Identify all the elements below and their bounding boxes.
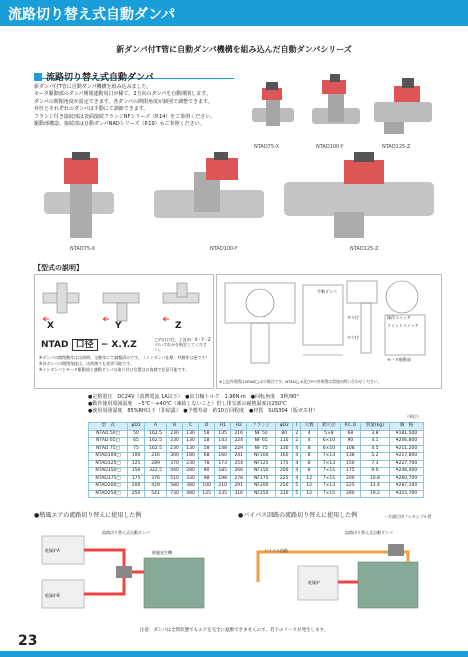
table-cell: 230 xyxy=(167,430,183,438)
table-cell: 125 xyxy=(199,490,215,498)
table-cell: 224 xyxy=(231,438,247,446)
table-cell: 130 xyxy=(183,438,199,446)
product-image-ntad100y-small xyxy=(312,74,360,124)
table-row xyxy=(89,445,424,453)
table-cell: 216 xyxy=(231,430,247,438)
table-cell: 230 xyxy=(167,445,183,453)
table-header-cell: 質量(kg) xyxy=(360,423,389,431)
table-cell: 180 xyxy=(183,453,199,461)
table-cell: 8 xyxy=(301,445,318,453)
table-row xyxy=(89,483,424,491)
table-cell: NF 50 xyxy=(247,430,276,438)
application-diagram-1 xyxy=(34,522,230,622)
table-cell: NTAD125□ xyxy=(89,460,128,468)
application-diagram-2 xyxy=(238,522,434,622)
page-header xyxy=(0,0,468,26)
app1-label: 乾燥炉B xyxy=(45,593,60,598)
type-y-diagram xyxy=(103,293,139,321)
table-cell: 98 xyxy=(199,475,215,483)
table-cell: 135 xyxy=(215,430,231,438)
table-row xyxy=(89,460,424,468)
spec-table xyxy=(88,422,424,498)
table-cell: NTAD 65□ xyxy=(89,438,128,446)
table-cell: 12 xyxy=(301,483,318,491)
table-cell: 440 xyxy=(167,468,183,476)
table-row xyxy=(89,475,424,483)
table-cell: 150 xyxy=(340,460,360,468)
drawing-label: リミットスイッチ xyxy=(387,323,419,328)
table-cell: 7×13 xyxy=(317,483,340,491)
type-notes xyxy=(39,355,211,373)
table-unit: （単位） xyxy=(405,414,421,419)
table-cell: 175 xyxy=(340,468,360,476)
table-cell: 175 xyxy=(276,460,293,468)
table-cell: 250 xyxy=(128,490,145,498)
table-cell: 108 xyxy=(340,445,360,453)
table-cell: 730 xyxy=(167,490,183,498)
table-cell: 138 xyxy=(340,453,360,461)
intro-line: 駆動部構造、接続部は自動ダンパNADシリーズ（P.19）もご参照ください。 xyxy=(34,121,205,128)
spec-list xyxy=(88,394,418,415)
table-header-cell: C xyxy=(183,423,199,431)
table-cell: 65 xyxy=(128,438,145,446)
table-cell: 370 xyxy=(167,460,183,468)
product-photos-small xyxy=(244,70,444,142)
table-cell: 7×13 xyxy=(317,460,340,468)
table-cell: 376 xyxy=(145,475,167,483)
product-image-ntad75x-small xyxy=(252,82,294,126)
table-cell: 2 xyxy=(293,430,301,438)
table-cell: 3.8 xyxy=(360,430,389,438)
table-cell: NF 75 xyxy=(247,445,276,453)
table-cell: 580 xyxy=(167,483,183,491)
table-cell: 2 xyxy=(293,438,301,446)
table-cell: 50 xyxy=(128,430,145,438)
table-cell: 289 xyxy=(145,460,167,468)
section-title: 流路切り替え式自動ダンパ xyxy=(46,73,154,83)
table-cell: 7×15 xyxy=(317,490,340,498)
type-section-title: 【型式の説明】 xyxy=(34,264,83,272)
product-image-ntad125z-large xyxy=(284,152,434,238)
drawing-footnote: ※上記外形図はNTAD□-Zの場合です。NTAD□-X及びYの外形図は別途お問い合わせください。 xyxy=(219,379,382,384)
app2-label: 一方通行用フレキシブル管 xyxy=(384,514,432,519)
table-header-cell: I xyxy=(293,423,301,431)
table-cell: 429 xyxy=(145,483,167,491)
table-header-cell: フランジ xyxy=(247,423,276,431)
table-header-cell: P.C.D xyxy=(340,423,360,431)
page-footer-bar xyxy=(0,651,468,657)
table-cell: ¥211,200 xyxy=(389,445,423,453)
table-cell: NF100 xyxy=(247,453,276,461)
photo-label: NTAD100-Y xyxy=(316,144,344,150)
table-cell: 78 xyxy=(199,460,215,468)
table-cell: 4.1 xyxy=(360,438,389,446)
product-image-ntad100y-large xyxy=(154,152,264,218)
table-row xyxy=(89,468,424,476)
table-cell: 8 xyxy=(301,453,318,461)
flow-arrow-icon xyxy=(103,317,109,321)
table-cell: 13.4 xyxy=(360,483,389,491)
table-cell: 6×10 xyxy=(317,438,340,446)
table-header-cell: A xyxy=(145,423,167,431)
table-header-cell: H1 xyxy=(215,423,231,431)
table-cell: 510 xyxy=(167,475,183,483)
table-cell: 175 xyxy=(128,475,145,483)
table-cell: ¥181,500 xyxy=(389,430,423,438)
app2-label: 流路切り替え式自動ダンパ xyxy=(345,530,393,535)
table-cell: 216 xyxy=(145,453,167,461)
table-cell: 200 xyxy=(340,475,360,483)
table-cell: 160 xyxy=(276,453,293,461)
table-cell: NTAD175□ xyxy=(89,475,128,483)
table-cell: 162.5 xyxy=(145,430,167,438)
table-cell: 68 xyxy=(340,430,360,438)
photo-label: NTAD75-X xyxy=(254,144,280,150)
table-cell: ¥206,800 xyxy=(389,438,423,446)
table-cell: 4 xyxy=(293,468,301,476)
page-subtitle: 新ダンパ付T管に自動ダンパ機構を組み込んだ自動ダンパシリーズ xyxy=(116,45,352,54)
table-cell: 58 xyxy=(199,438,215,446)
type-note: ※各ダンパの開閉角度は、出荷後でも変更可能です。 xyxy=(39,361,134,366)
photo-label: NTAD125-Z xyxy=(350,246,379,252)
table-row xyxy=(89,453,424,461)
model-code-note: □内は口径、上流向：X・Y・Zのいずれかを指定してください。 xyxy=(155,337,211,352)
table-cell: 173 xyxy=(215,460,231,468)
intro-text xyxy=(34,84,239,128)
app1-label: 流路切り替え式自動ダンパ xyxy=(102,530,150,535)
photo-label: NTAD75-X xyxy=(70,246,96,252)
table-cell: 4 xyxy=(293,475,301,483)
table-cell: 75 xyxy=(128,445,145,453)
product-image-ntad125z-small xyxy=(374,78,432,134)
table-cell: ¥315,700 xyxy=(389,490,423,498)
page-number: 23 xyxy=(18,633,38,649)
type-label-z: Z xyxy=(175,321,182,331)
type-note: ※インダンパとモータ駆動部と連動ダンパの取り付け位置はお客様で任意可能です。 xyxy=(39,367,190,372)
table-cell: 58 xyxy=(199,445,215,453)
page-title: 流路切り替え式自動ダンパ xyxy=(8,7,176,23)
table-cell: NTAD 75□ xyxy=(89,445,128,453)
table-cell: ¥260,700 xyxy=(389,475,423,483)
model-code-suffix: X.Y.Z xyxy=(111,340,137,350)
table-cell: 278 xyxy=(231,475,247,483)
section-square-icon xyxy=(34,73,42,81)
table-cell: 160 xyxy=(215,453,231,461)
application-caption-2: ●バイパス回路の流路切り替えに使用した例 xyxy=(238,512,358,519)
table-cell: 200 xyxy=(276,468,293,476)
table-cell: 7×15 xyxy=(317,468,340,476)
table-cell: 100 xyxy=(128,453,145,461)
table-cell: 4.5 xyxy=(360,445,389,453)
type-x-diagram xyxy=(43,283,79,313)
product-image-ntad75x-large xyxy=(44,152,114,238)
table-cell: 7×13 xyxy=(317,453,340,461)
table-cell: ¥246,400 xyxy=(389,468,423,476)
table-header-cell: φD2 xyxy=(276,423,293,431)
type-diagrams xyxy=(35,279,213,331)
spec-line: ●使用周囲湿度 85%RH以下（非結露） ●予想寿命 約10万回程度 ●材質 SUS304（版ガス材） xyxy=(88,408,318,414)
table-cell: 90 xyxy=(340,438,360,446)
table-cell: NTAD100□ xyxy=(89,453,128,461)
table-cell: ¥217,800 xyxy=(389,453,423,461)
table-cell: 5.2 xyxy=(360,453,389,461)
table-cell: NTAD250□ xyxy=(89,490,128,498)
table-header-row xyxy=(89,423,424,431)
table-cell: NTAD200□ xyxy=(89,483,128,491)
table-cell: 225 xyxy=(276,475,293,483)
table-cell: NTAD150□ xyxy=(89,468,128,476)
table-cell: 12 xyxy=(301,490,318,498)
table-cell: 110 xyxy=(276,438,293,446)
product-photos-large xyxy=(34,152,444,244)
table-header-cell: 穴数 xyxy=(301,423,318,431)
table-cell: 12 xyxy=(301,475,318,483)
intro-line: ダンパの開閉角度が設定できます。各ダンパの開閉角度が個別で調整できます。 xyxy=(34,98,213,105)
table-header-cell: D xyxy=(199,423,215,431)
table-cell: 266 xyxy=(231,468,247,476)
table-cell: 80 xyxy=(276,430,293,438)
model-code xyxy=(41,337,137,350)
table-cell: 4 xyxy=(301,430,318,438)
table-cell: 125 xyxy=(128,460,145,468)
drawing-label: 操作スイッチ xyxy=(387,315,411,320)
table-cell: 4 xyxy=(293,460,301,468)
table-cell: 19.2 xyxy=(360,490,389,498)
model-code-dash: − xyxy=(100,340,109,350)
table-cell: 100 xyxy=(199,483,215,491)
table-cell: 230 xyxy=(167,438,183,446)
type-label-x: X xyxy=(47,321,54,331)
table-cell: 280 xyxy=(340,490,360,498)
table-header-cell: B xyxy=(167,423,183,431)
table-cell: 162.5 xyxy=(145,438,167,446)
app2-label: 乾燥炉 xyxy=(308,580,320,585)
table-cell: 310 xyxy=(276,490,293,498)
table-cell: 6×10 xyxy=(317,445,340,453)
app2-label: バイパス回路 xyxy=(264,548,288,553)
table-row xyxy=(89,438,424,446)
drawing-label: ギヤ付 xyxy=(347,315,359,320)
table-cell: 225 xyxy=(340,483,360,491)
application-caption-1: ●熱風エアの流路切り替えに使用した例 xyxy=(34,512,142,519)
table-cell: NF250 xyxy=(247,490,276,498)
table-cell: 4 xyxy=(293,445,301,453)
intro-line: 弁径とそれぞれのダンパは手動にて調節できます。 xyxy=(34,106,149,113)
type-z-diagram xyxy=(163,283,199,303)
table-header-cell: H2 xyxy=(231,423,247,431)
table-cell: 8 xyxy=(301,468,318,476)
photo-label: NTAD100-Y xyxy=(210,246,238,252)
table-cell: 210 xyxy=(215,483,231,491)
app1-label: 熱風発生機 xyxy=(152,550,172,555)
app1-label: 乾燥炉A xyxy=(45,548,60,553)
table-cell: 5 xyxy=(293,490,301,498)
table-cell: 162.5 xyxy=(145,445,167,453)
table-cell: 150 xyxy=(128,468,145,476)
technical-drawing xyxy=(216,274,442,389)
bottom-note: 注意：ダンパは全閉状態でもエアを完全に遮断できませんので、若干のリークが発生します。 xyxy=(139,628,329,633)
table-cell: 10.8 xyxy=(360,475,389,483)
table-header-cell: 価 格 xyxy=(389,423,423,431)
table-cell: 5 xyxy=(293,483,301,491)
intro-line: 新ダンパ付T管に自動ダンパ機構を組み込みました。 xyxy=(34,84,152,90)
table-cell: 8 xyxy=(301,460,318,468)
table-cell: 80 xyxy=(199,468,215,476)
table-cell: ¥227,700 xyxy=(389,460,423,468)
table-header-cell: 鍔穴径 xyxy=(317,423,340,431)
table-cell: 185 xyxy=(215,468,231,476)
table-cell: 330 xyxy=(183,475,199,483)
table-cell: 5×8 xyxy=(317,430,340,438)
flow-arrow-icon xyxy=(163,317,169,321)
table-cell: 322.5 xyxy=(145,468,167,476)
table-cell: 300 xyxy=(167,453,183,461)
table-cell: NF200 xyxy=(247,483,276,491)
table-cell: 241 xyxy=(231,453,247,461)
table-cell: 143 xyxy=(215,438,231,446)
table-cell: 130 xyxy=(183,430,199,438)
table-cell: 4 xyxy=(293,453,301,461)
table-cell: 200 xyxy=(128,483,145,491)
table-cell: 291 xyxy=(231,483,247,491)
drawing-label: ギヤ付 xyxy=(347,335,359,340)
table-cell: 480 xyxy=(183,490,199,498)
spec-line: ●定格電圧 DC24V（消費電流 1A以下） ●出力軸トルク 1.96N·m ●回転角度 3秒/90° xyxy=(88,394,299,400)
table-cell: 229 xyxy=(231,445,247,453)
table-header-cell: φD1 xyxy=(128,423,145,431)
table-cell: 316 xyxy=(231,490,247,498)
model-code-box: 口径 xyxy=(72,339,98,351)
photo-label: NTAD125-Z xyxy=(382,144,411,150)
table-cell: 254 xyxy=(231,460,247,468)
table-cell: 130 xyxy=(183,445,199,453)
table-cell: 4 xyxy=(301,438,318,446)
drawing-label: モータ駆動部 xyxy=(387,357,411,362)
table-cell: 541 xyxy=(145,490,167,498)
table-cell: 380 xyxy=(183,483,199,491)
type-label-y: Y xyxy=(115,321,122,331)
table-row xyxy=(89,490,424,498)
table-cell: 9.0 xyxy=(360,468,389,476)
intro-line: フランジ付き接続部は表面接続フランジNFシリーズ（P.14）をご参照ください。 xyxy=(34,113,216,120)
table-cell: NF 65 xyxy=(247,438,276,446)
type-explanation-box xyxy=(34,274,214,389)
type-note: ※ダンパの開閉動作は出荷時、全動作にて調整済みです。（インダンパ仕様：弁動作は逆です） xyxy=(39,355,210,360)
table-cell: NTAD 50□ xyxy=(89,430,128,438)
table-cell: 280 xyxy=(183,468,199,476)
table-cell: ¥287,100 xyxy=(389,483,423,491)
table-cell: NF150 xyxy=(247,468,276,476)
table-cell: 68 xyxy=(199,453,215,461)
table-row xyxy=(89,430,424,438)
table-cell: 7×15 xyxy=(317,475,340,483)
drawing-label: 手動ダンパ xyxy=(317,289,337,294)
spec-line: ●動作使用周囲温度 −5℃〜+40℃（凍結しないこと）但し排気部の耐熱温度は250℃ xyxy=(88,401,287,407)
table-cell: 230 xyxy=(183,460,199,468)
table-cell: 58 xyxy=(199,430,215,438)
table-cell: 198 xyxy=(215,475,231,483)
table-cell: 250 xyxy=(276,483,293,491)
table-cell: 148 xyxy=(215,445,231,453)
model-code-prefix: NTAD xyxy=(41,340,69,350)
table-cell: 235 xyxy=(215,490,231,498)
section-heading xyxy=(34,66,234,83)
table-cell: NF125 xyxy=(247,460,276,468)
table-header-cell: 型 式 xyxy=(89,423,128,431)
table-cell: 7.3 xyxy=(360,460,389,468)
intro-line: モータ駆動部のダンパ開閉連動用口が稀て、2方向のダンパを自動開閉します。 xyxy=(34,91,211,98)
table-cell: NF175 xyxy=(247,475,276,483)
table-cell: 130 xyxy=(276,445,293,453)
table-body xyxy=(89,430,424,498)
